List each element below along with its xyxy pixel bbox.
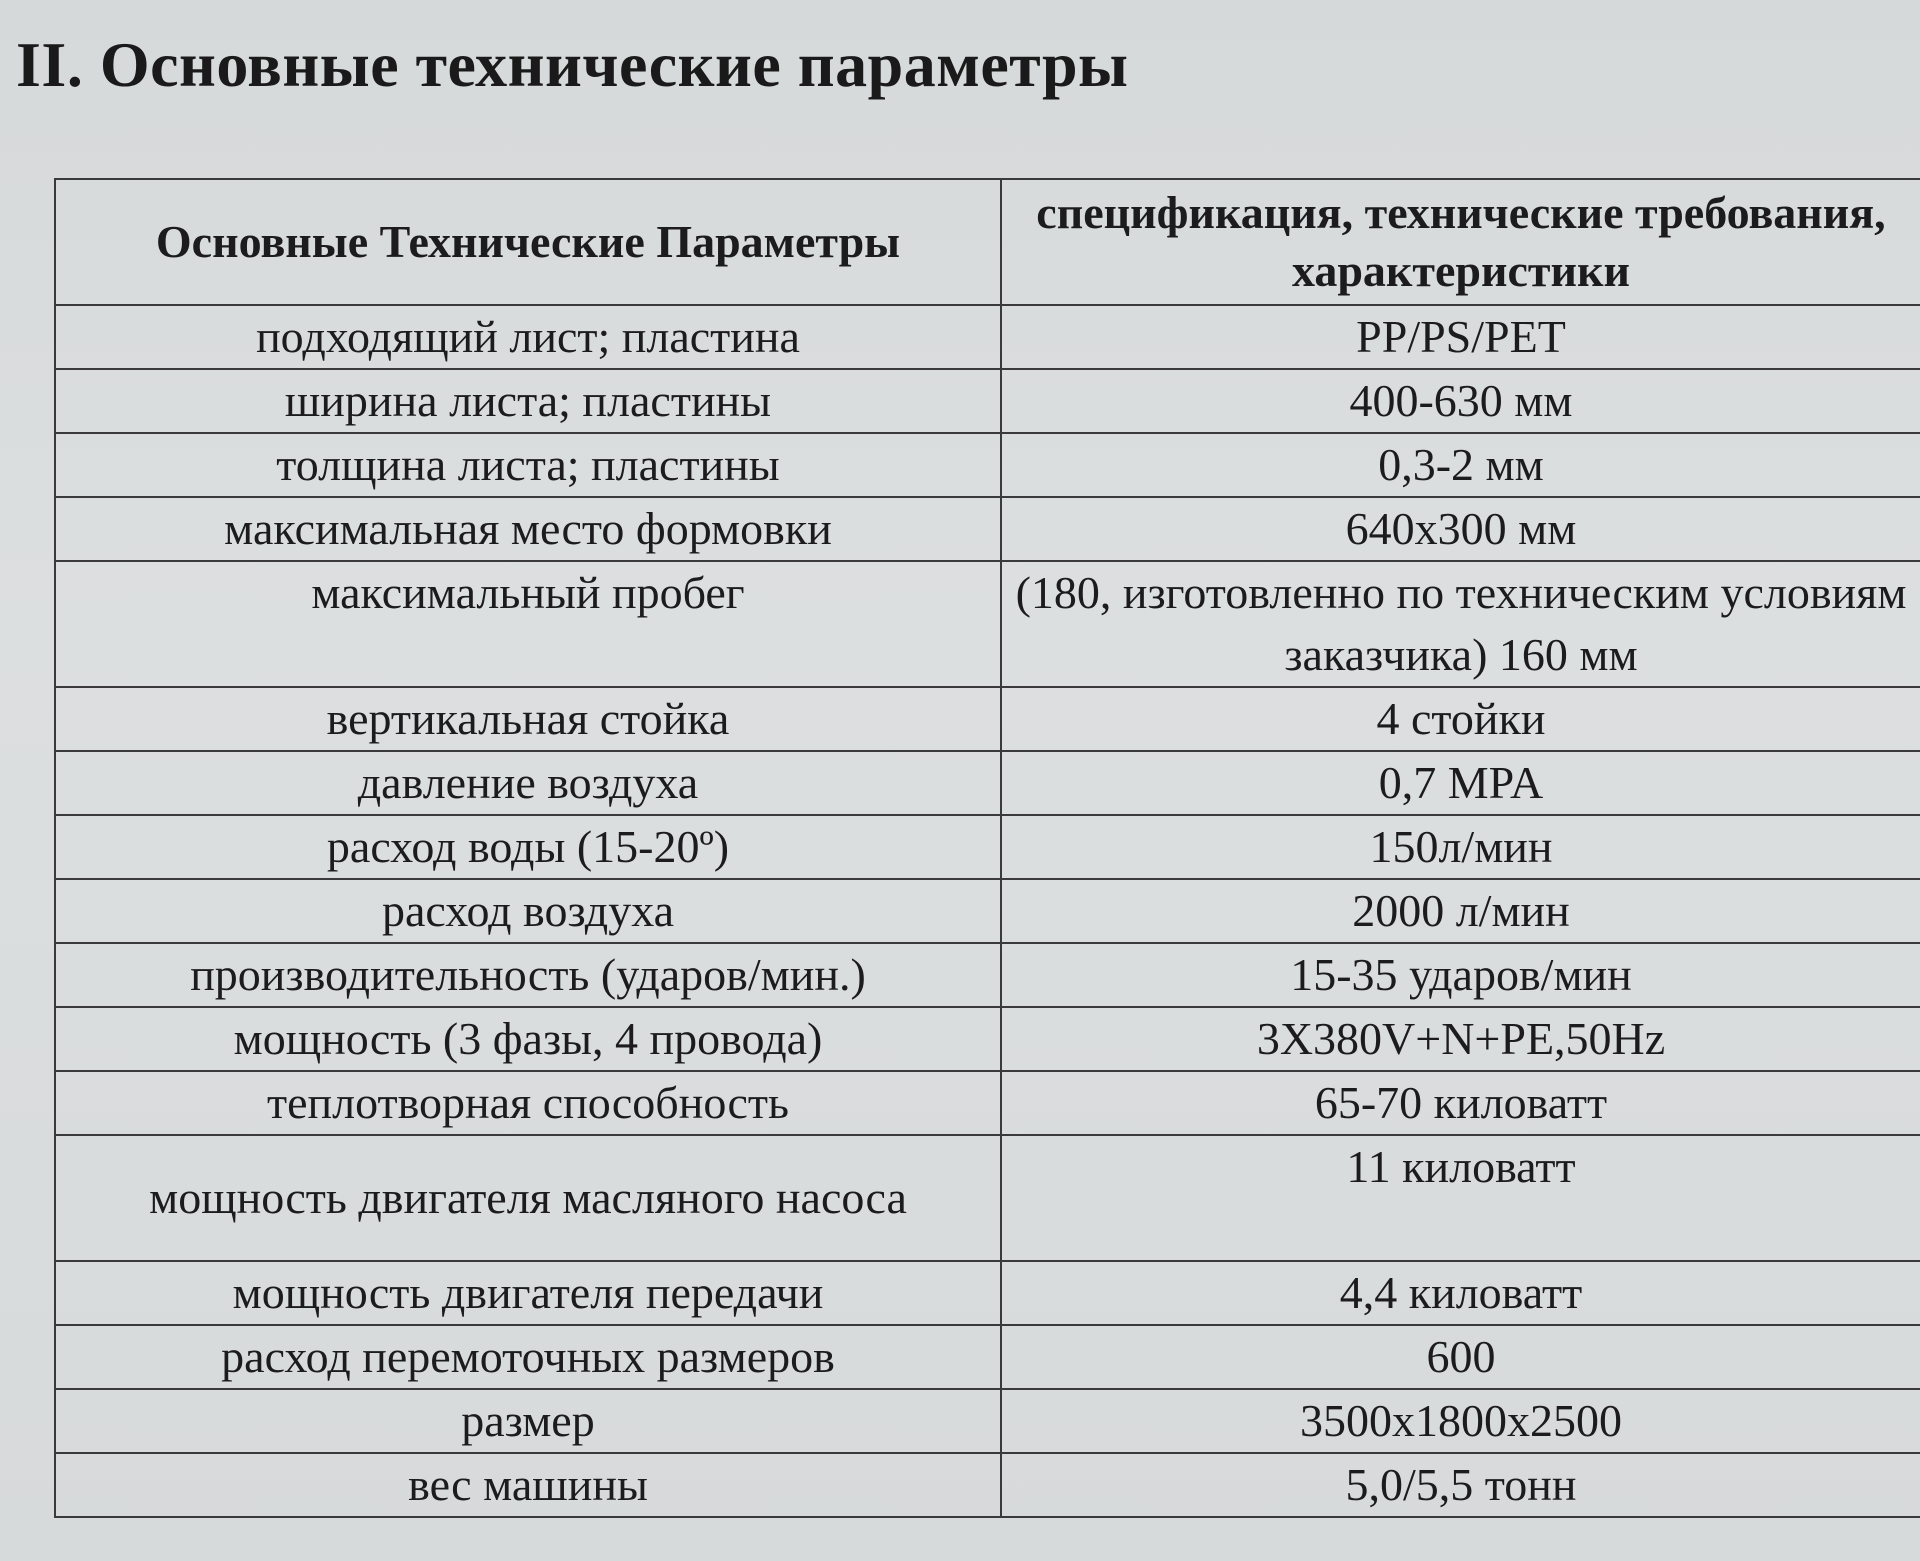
table-row	[55, 1261, 1920, 1325]
spec-table	[54, 178, 1920, 1518]
param-cell: ширина листа; пластины	[55, 369, 1001, 433]
table-row	[55, 879, 1920, 943]
param-cell: максимальный пробег	[55, 561, 1001, 687]
param-cell: производительность (ударов/мин.)	[55, 943, 1001, 1007]
param-cell: мощность двигателя передачи	[55, 1261, 1001, 1325]
value-cell: 3X380V+N+PE,50Hz	[1001, 1007, 1920, 1071]
table-row	[55, 1453, 1920, 1517]
table-row	[55, 305, 1920, 369]
param-cell: вес машины	[55, 1453, 1001, 1517]
table-header-row	[55, 179, 1920, 305]
header-param: Основные Технические Параметры	[55, 179, 1001, 305]
value-cell: 640x300 мм	[1001, 497, 1920, 561]
param-cell: мощность двигателя масляного насоса	[55, 1135, 1001, 1261]
param-cell: мощность (3 фазы, 4 провода)	[55, 1007, 1001, 1071]
param-cell: подходящий лист; пластина	[55, 305, 1001, 369]
value-cell: 400-630 мм	[1001, 369, 1920, 433]
param-cell: максимальная место формовки	[55, 497, 1001, 561]
param-cell: вертикальная стойка	[55, 687, 1001, 751]
param-cell: расход воздуха	[55, 879, 1001, 943]
param-cell: теплотворная способность	[55, 1071, 1001, 1135]
param-cell: размер	[55, 1389, 1001, 1453]
param-cell: толщина листа; пластины	[55, 433, 1001, 497]
table-row	[55, 497, 1920, 561]
table-row	[55, 815, 1920, 879]
value-cell: 11 киловатт	[1001, 1135, 1920, 1261]
value-cell: 15-35 ударов/мин	[1001, 943, 1920, 1007]
value-cell: 4,4 киловатт	[1001, 1261, 1920, 1325]
value-cell: 65-70 киловатт	[1001, 1071, 1920, 1135]
table-row	[55, 751, 1920, 815]
value-cell: 600	[1001, 1325, 1920, 1389]
header-value: спецификация, технические требования, характеристики	[1001, 179, 1920, 305]
value-cell: 4 стойки	[1001, 687, 1920, 751]
table-row	[55, 943, 1920, 1007]
table-row	[55, 1007, 1920, 1071]
value-cell: 2000 л/мин	[1001, 879, 1920, 943]
value-cell: 150л/мин	[1001, 815, 1920, 879]
table-row	[55, 561, 1920, 687]
value-cell: PP/PS/PET	[1001, 305, 1920, 369]
table-row	[55, 369, 1920, 433]
value-cell: 0,7 MPA	[1001, 751, 1920, 815]
table-row	[55, 1135, 1920, 1261]
value-cell: 0,3-2 мм	[1001, 433, 1920, 497]
table-row	[55, 1071, 1920, 1135]
param-cell: расход перемоточных размеров	[55, 1325, 1001, 1389]
value-cell: 3500x1800x2500	[1001, 1389, 1920, 1453]
table-row	[55, 433, 1920, 497]
value-cell: 5,0/5,5 тонн	[1001, 1453, 1920, 1517]
table-row	[55, 687, 1920, 751]
param-cell: давление воздуха	[55, 751, 1001, 815]
section-title: II. Основные технические параметры	[16, 29, 1129, 100]
table-row	[55, 1389, 1920, 1453]
param-cell: расход воды (15-20º)	[55, 815, 1001, 879]
value-cell: (180, изготовленно по техническим условиям заказчика) 160 мм	[1001, 561, 1920, 687]
table-row	[55, 1325, 1920, 1389]
